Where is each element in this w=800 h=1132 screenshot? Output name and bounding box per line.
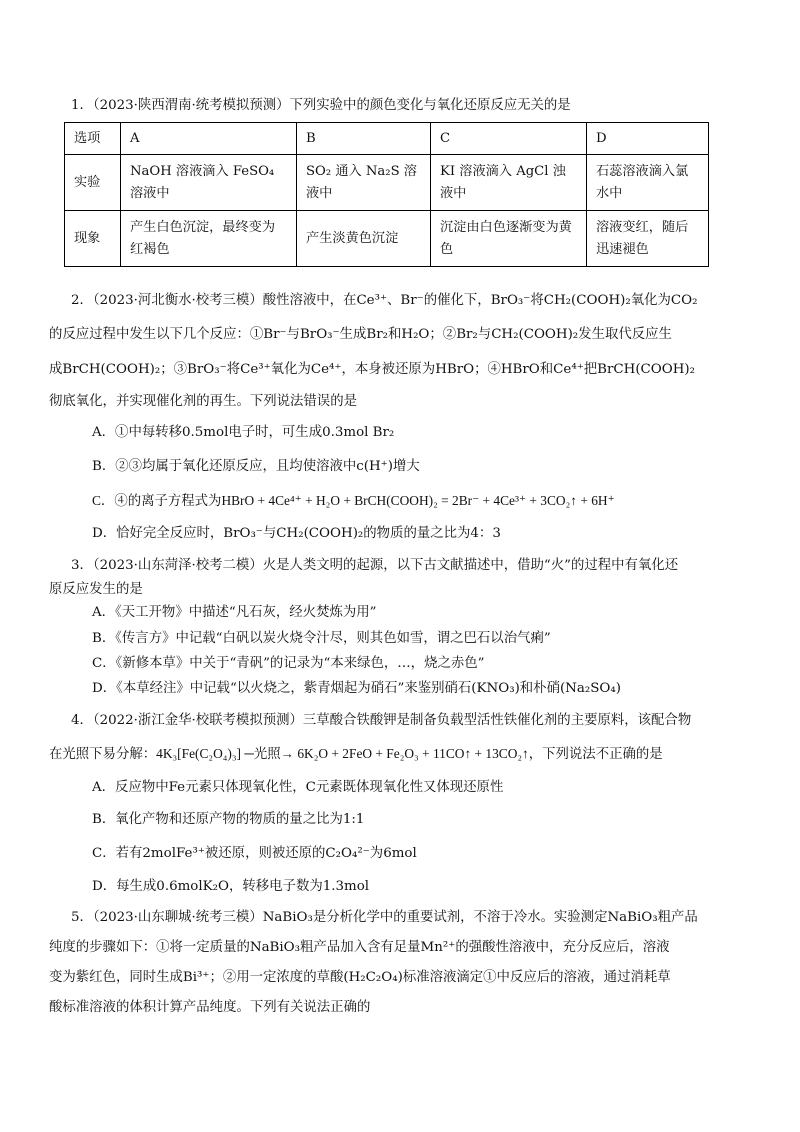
q5-stem-line: 变为紫红色，同时生成Bi³⁺；②用一定浓度的草酸(H₂C₂O₄)标准溶液滴定①中反应后的溶液，通过消耗草 — [49, 970, 671, 985]
table-row — [65, 211, 709, 267]
q2-option-b: B．②③均属于氧化还原反应，且均使溶液中c(H⁺)增大 — [92, 459, 420, 474]
q4-stem-line: 4．（2022·浙江金华·校联考模拟预测）三草酸合铁酸钾是制备负载型活性铁催化剂的主要原料，该配合物 — [71, 713, 692, 728]
table-cell: SO₂ 通入 Na₂S 溶液中 — [297, 155, 431, 211]
table-cell: 产生淡黄色沉淀 — [297, 211, 431, 267]
q4-option-b: B．氧化产物和还原产物的物质的量之比为1:1 — [92, 812, 365, 827]
q2-stem-line: 成BrCH(COOH)₂；③BrO₃⁻将Ce³⁺氧化为Ce⁴⁺，本身被还原为HBrO；④HBrO和Ce⁴⁺把BrCH(COOH)₂ — [49, 362, 696, 377]
table-cell: 产生白色沉淀，最终变为红褐色 — [121, 211, 297, 267]
q2-option-a: A．①中每转移0.5mol电子时，可生成0.3mol Br₂ — [92, 425, 395, 440]
q3-stem-line: 原反应发生的是 — [49, 582, 143, 597]
q3-stem-line: 3．（2023·山东菏泽·校考二模）火是人类文明的起源，以下古文献描述中，借助“火”的过程中有氧化还 — [71, 558, 679, 573]
table-cell: 沉淀由白色逐渐变为黄色 — [431, 211, 587, 267]
q4-option-c: C．若有2molFe³⁺被还原，则被还原的C₂O₄²⁻为6mol — [92, 846, 417, 861]
table-cell: NaOH 溶液滴入 FeSO₄ 溶液中 — [121, 155, 297, 211]
q3-option-c: C．《新修本草》中关于“青矾”的记录为“本来绿色，…，烧之赤色” — [92, 656, 485, 671]
q3-option-a: A．《天工开物》中描述“凡石灰，经火焚炼为用” — [92, 605, 377, 620]
table-cell: KI 溶液滴入 AgCl 浊液中 — [431, 155, 587, 211]
q2-stem-line: 2．（2023·河北衡水·校考三模）酸性溶液中，在Ce³⁺、Br⁻的催化下，BrO₃⁻将CH₂(COOH)₂氧化为CO₂ — [71, 293, 698, 308]
q2-option-d: D．恰好完全反应时，BrO₃⁻与CH₂(COOH)₂的物质的量之比为4：3 — [92, 526, 501, 541]
q3-option-d: D．《本草经注》中记载“以火烧之，紫青烟起为硝石”来鉴别硝石(KNO₃)和朴硝(Na₂SO₄) — [92, 681, 621, 696]
table-cell: 溶液变红，随后迅速褪色 — [587, 211, 709, 267]
q4-stem-line: 在光照下易分解：4K₃[Fe(C₂O₄)₃] ─光照→ 6K₂O + 2FeO + Fe₂O₃ + 11CO↑ + 13CO₂↑，下列说法不正确的是 — [49, 746, 663, 761]
table-cell: 石蕊溶液滴入氯水中 — [587, 155, 709, 211]
header-cell: C — [431, 123, 587, 155]
q2-stem-line: 彻底氧化，并实现催化剂的再生。下列说法错误的是 — [49, 394, 357, 409]
q1-table — [64, 122, 709, 267]
q3-option-b: B．《传言方》中记载“白矾以炭火烧令汁尽，则其色如雪，谓之巴石以治气痢” — [92, 631, 551, 646]
table-row — [65, 155, 709, 211]
row-label: 实验 — [65, 155, 121, 211]
row-label: 现象 — [65, 211, 121, 267]
q4-option-d: D．每生成0.6molK₂O，转移电子数为1.3mol — [92, 879, 370, 894]
table-header-row — [65, 123, 709, 155]
q4-option-a: A．反应物中Fe元素只体现氧化性，C元素既体现氧化性又体现还原性 — [92, 780, 504, 795]
q2-stem-line: 的反应过程中发生以下几个反应：①Br⁻与BrO₃⁻生成Br₂和H₂O；②Br₂与CH₂(COOH)₂发生取代反应生 — [49, 327, 672, 342]
header-cell: D — [587, 123, 709, 155]
q2-option-c: C．④的离子方程式为HBrO + 4Ce⁴⁺ + H₂O + BrCH(COOH)₂ = 2Br⁻ + 4Ce³⁺ + 3CO₂↑ + 6H⁺ — [92, 493, 615, 508]
q5-stem-line: 5．（2023·山东聊城·统考三模）NaBiO₃是分析化学中的重要试剂，不溶于冷水。实验测定NaBiO₃粗产品 — [71, 910, 698, 925]
q5-stem-line: 酸标准溶液的体积计算产品纯度。下列有关说法正确的 — [49, 1000, 371, 1015]
header-cell: 选项 — [65, 123, 121, 155]
header-cell: A — [121, 123, 297, 155]
q5-stem-line: 纯度的步骤如下：①将一定质量的NaBiO₃粗产品加入含有足量Mn²⁺的强酸性溶液中，充分反应后，溶液 — [49, 940, 670, 955]
header-cell: B — [297, 123, 431, 155]
q1-stem: 1．（2023·陕西渭南·统考模拟预测）下列实验中的颜色变化与氧化还原反应无关的是 — [71, 98, 571, 113]
